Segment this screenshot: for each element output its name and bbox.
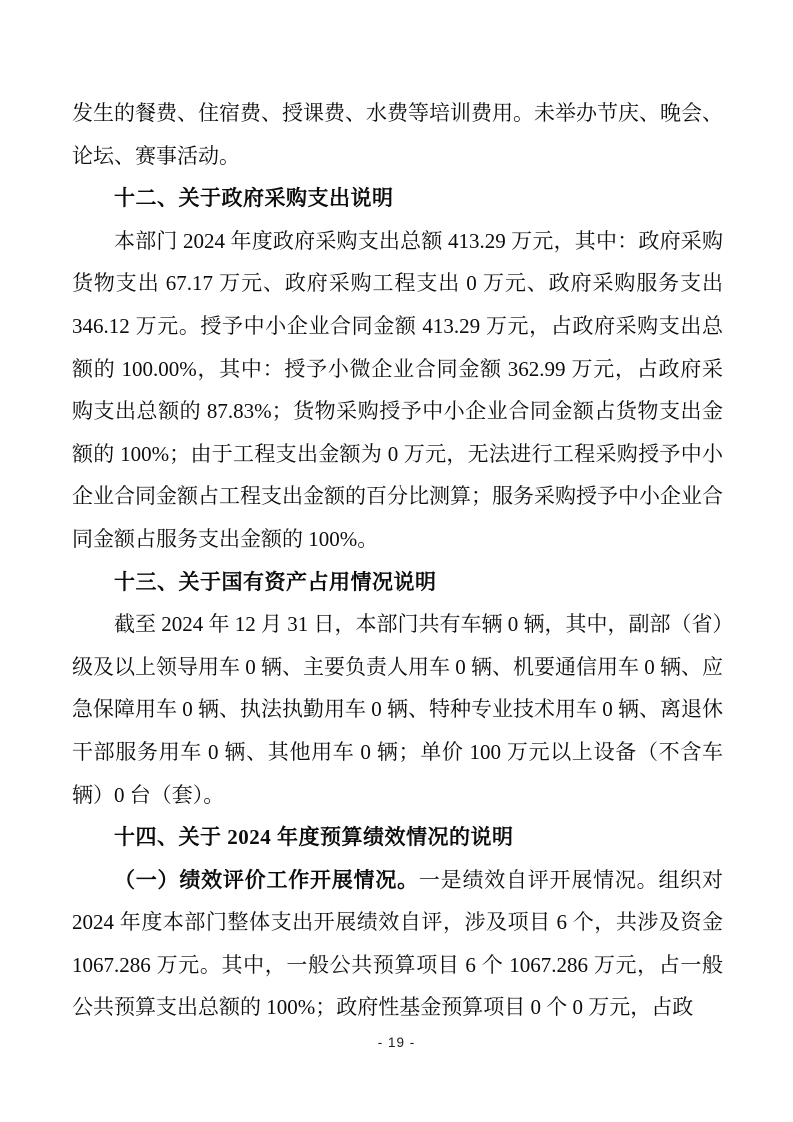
heading-section-13-state-assets: 十三、关于国有资产占用情况说明 [114,569,437,594]
document-content [72,92,723,1029]
heading-section-14-budget-performance: 十四、关于 2024 年度预算绩效情况的说明 [114,825,514,850]
paragraph-performance-evaluation [72,859,723,1029]
heading-section-12-procurement: 十二、关于政府采购支出说明 [114,186,394,211]
paragraph-performance-rest: 一是绩效自评开展情况。组织对 2024 年度本部门整体支出开展绩效自评，涉及项目 6 个，共涉及资金 1067.286 万元。其中，一般公共预算项目 6 个 1067.286 万元，占一般公共预算支出总额的 100%；政府性基金预算项目 0 个 0 万元，占政 [72,867,724,1020]
paragraph-state-assets: 截至 2024 年 12 月 31 日，本部门共有车辆 0 辆，其中，副部（省）级及以上领导用车 0 辆、主要负责人用车 0 辆、机要通信用车 0 辆、应急保障用车 0 辆、执法执勤用车 0 辆、特种专业技术用车 0 辆、离退休干部服务用车 0 辆、其他用车 0 辆；单价 100 万元以上设备（不含车辆）0 台（套）。 [72,612,723,807]
paragraph-performance-lead: （一）绩效评价工作开展情况。 [114,867,419,892]
paragraph-training-costs: 发生的餐费、住宿费、授课费、水费等培训费用。未举办节庆、晚会、论坛、赛事活动。 [72,101,723,168]
page-number: - 19 - [377,1035,416,1050]
paragraph-government-procurement: 本部门 2024 年度政府采购支出总额 413.29 万元，其中：政府采购货物支出 67.17 万元、政府采购工程支出 0 万元、政府采购服务支出 346.12 万元。授予中小企业合同金额 413.29 万元，占政府采购支出总额的 100.00%，其中：授予小微企业合同金额 362.99 万元，占政府采购支出总额的 87.83%；货物采购授予中小企业合同金额占货物支出金额的 100%；由于工程支出金额为 0 万元，无法进行工程采购授予中小企业合同金额占工程支出金额的百分比测算；服务采购授予中小企业合同金额占服务支出金额的 100%。 [72,228,723,551]
